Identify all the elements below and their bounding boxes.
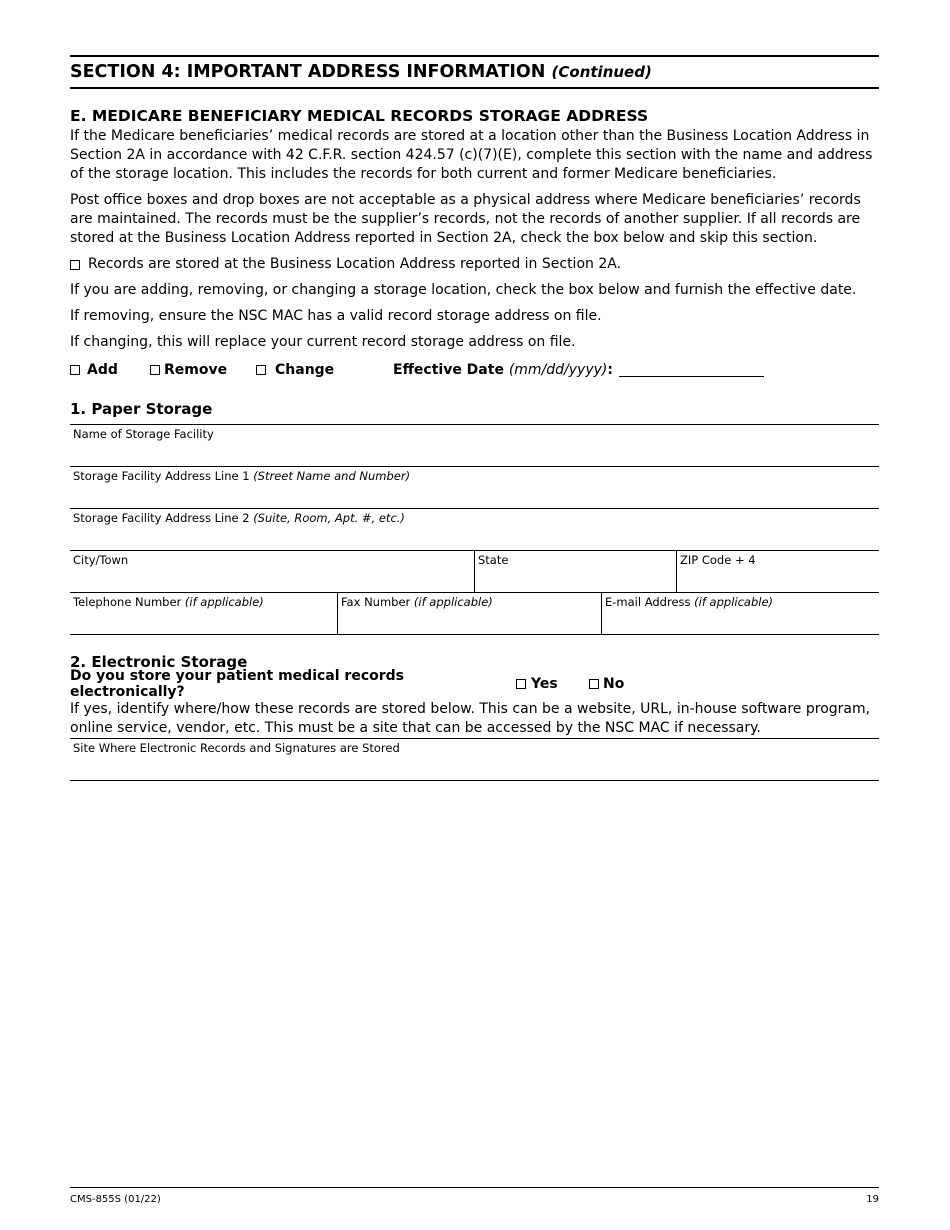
zip-label: ZIP Code + 4 [680, 553, 756, 567]
email-field[interactable] [601, 593, 879, 634]
electronic-storage-instructions: If yes, identify where/how these records are stored below. This can be a website, URL, in-house software program, online service, vendor, etc. This must be a site that can be accessed by the NSC MAC if necessary. [70, 701, 871, 736]
address-line2-field[interactable] [70, 509, 879, 550]
fax-label: Fax Number [341, 595, 411, 609]
page-number: 19 [866, 1194, 879, 1205]
section-continued: (Continued) [551, 63, 652, 81]
section-title [70, 62, 652, 82]
telephone-hint: (if applicable) [184, 595, 264, 609]
page-footer [70, 1187, 879, 1205]
email-hint: (if applicable) [694, 595, 774, 609]
part-e-po-box-note: Post office boxes and drop boxes are not acceptable as a physical address where Medicare beneficiaries’ records are maintained. The records must be the supplier’s records, not the records of another supplier. If all records are stored at the Business Location Address reported in Section 2A, check the box below and skip this section. [70, 192, 861, 246]
yes-option[interactable] [516, 676, 589, 692]
electronic-records-question: Do you store your patient medical records electronically? [70, 668, 404, 700]
paper-storage-heading: 1. Paper Storage [70, 400, 213, 418]
address-line2-hint: (Suite, Room, Apt. #, etc.) [253, 511, 405, 525]
add-label: Add [87, 362, 118, 378]
storage-facility-name-row [70, 425, 879, 467]
storage-facility-name-field[interactable] [70, 425, 879, 466]
section-title-text: SECTION 4: IMPORTANT ADDRESS INFORMATION [70, 62, 546, 82]
records-at-business-location-row [70, 255, 879, 274]
address-line2-row [70, 509, 879, 551]
address-line1-hint: (Street Name and Number) [253, 469, 411, 483]
form-id: CMS-855S (01/22) [70, 1194, 161, 1205]
effective-date-label: Effective Date [393, 362, 504, 378]
remove-checkbox[interactable] [150, 365, 160, 375]
address-line2-label: Storage Facility Address Line 2 [73, 511, 250, 525]
add-remove-change-row [70, 360, 879, 380]
add-option[interactable] [70, 362, 150, 378]
no-option[interactable] [589, 676, 624, 692]
effective-date-input[interactable] [619, 364, 764, 377]
state-label: State [478, 553, 509, 567]
phone-fax-email-row [70, 593, 879, 635]
state-field[interactable] [474, 551, 676, 592]
telephone-label: Telephone Number [73, 595, 182, 609]
city-label: City/Town [73, 553, 129, 567]
telephone-field[interactable] [70, 593, 337, 634]
records-at-business-location-label: Records are stored at the Business Location Address reported in Section 2A. [88, 256, 622, 272]
no-checkbox[interactable] [589, 679, 599, 689]
effective-date-colon: : [607, 362, 613, 378]
address-line1-label: Storage Facility Address Line 1 [73, 469, 250, 483]
records-at-business-location-checkbox[interactable] [70, 260, 80, 270]
change-label: Change [275, 362, 335, 378]
storage-change-instructions: If you are adding, removing, or changing a storage location, check the box below and furnish the effective date. [70, 282, 857, 298]
electronic-records-question-row [70, 668, 879, 700]
electronic-storage-heading: 2. Electronic Storage [70, 653, 248, 671]
yes-label: Yes [531, 676, 558, 692]
zip-field[interactable] [676, 551, 879, 592]
form-page [70, 55, 879, 781]
address-line1-row [70, 467, 879, 509]
part-e-intro: If the Medicare beneficiaries’ medical records are stored at a location other than the Business Location Address in Section 2A in accordance with 42 C.F.R. section 424.57 (c)(7)(E), complete this section with the name and address of the storage location. This includes the records for both current and former Medicare beneficiaries. [70, 128, 873, 182]
electronic-site-field[interactable] [70, 739, 879, 780]
add-checkbox[interactable] [70, 365, 80, 375]
yes-checkbox[interactable] [516, 679, 526, 689]
electronic-site-row [70, 739, 879, 781]
section-header [70, 55, 879, 89]
removing-note: If removing, ensure the NSC MAC has a valid record storage address on file. [70, 308, 602, 324]
fax-hint: (if applicable) [413, 595, 493, 609]
fax-field[interactable] [337, 593, 601, 634]
changing-note: If changing, this will replace your current record storage address on file. [70, 334, 576, 350]
change-checkbox[interactable] [256, 365, 266, 375]
electronic-storage-form [70, 738, 879, 781]
storage-facility-name-label: Name of Storage Facility [73, 427, 214, 441]
electronic-site-label: Site Where Electronic Records and Signatures are Stored [73, 741, 400, 755]
remove-option[interactable] [150, 362, 256, 378]
city-field[interactable] [70, 551, 474, 592]
part-e-heading: E. MEDICARE BENEFICIARY MEDICAL RECORDS STORAGE ADDRESS [70, 107, 649, 125]
email-label: E-mail Address [605, 595, 691, 609]
address-line1-field[interactable] [70, 467, 879, 508]
change-option[interactable] [256, 362, 393, 378]
effective-date-format: (mm/dd/yyyy) [508, 362, 608, 378]
effective-date-field [393, 362, 764, 378]
remove-label: Remove [164, 362, 228, 378]
paper-storage-form [70, 424, 879, 635]
no-label: No [603, 676, 625, 692]
city-state-zip-row [70, 551, 879, 593]
